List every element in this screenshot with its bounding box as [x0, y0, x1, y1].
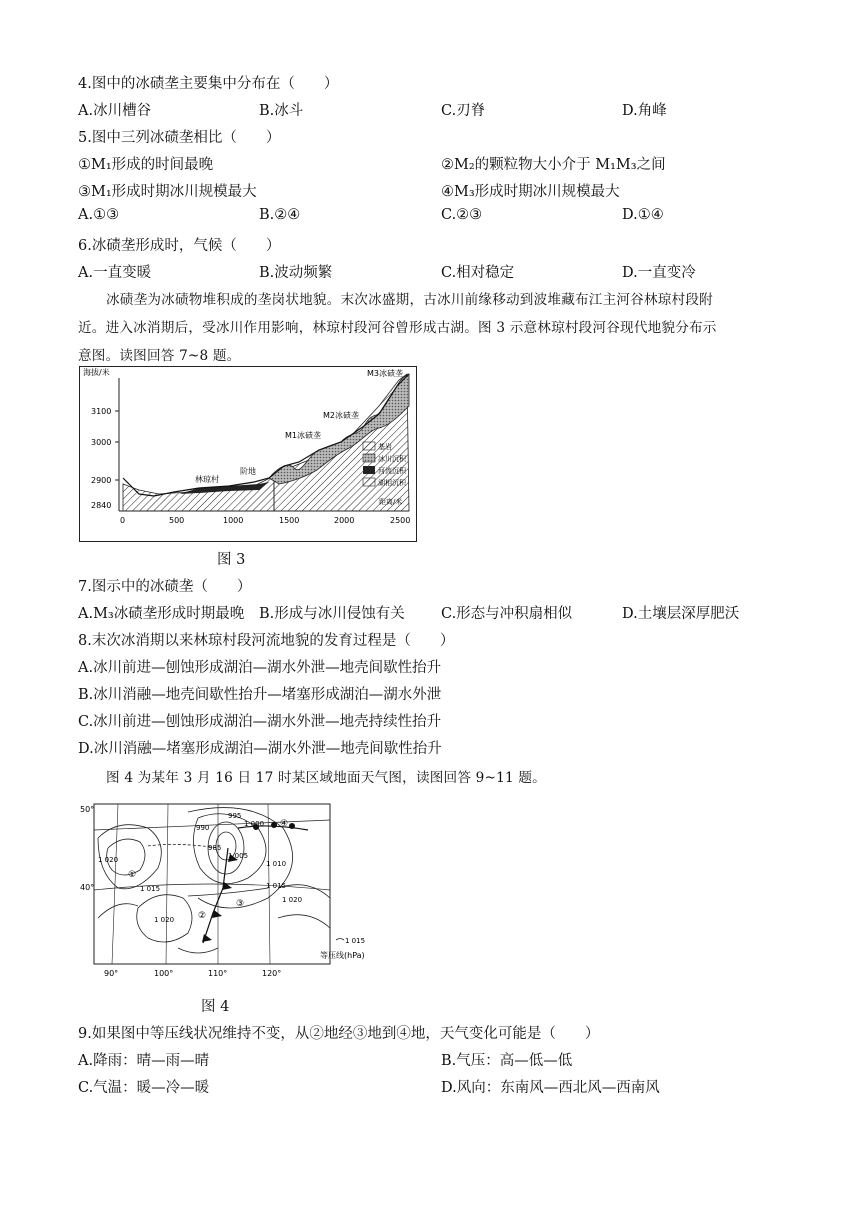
- q9-option-b: B.气压：高—低—低: [441, 1053, 573, 1069]
- fig4-lon-110: 110°: [208, 969, 228, 978]
- q5-option-b: B.②④: [259, 207, 301, 223]
- fig3-x-tick-0: 0: [120, 516, 126, 525]
- fig3-label-m1: M1冰碛垄: [285, 431, 321, 440]
- q6-option-c: C.相对稳定: [441, 265, 515, 281]
- fig3-legend-glacial: 冰川沉积: [378, 455, 406, 463]
- q7-option-b: B.形成与冰川侵蚀有关: [259, 606, 405, 622]
- fig4-isobar-985: 985: [208, 844, 222, 852]
- passage2: 图 4 为某年 3 月 16 日 17 时某区域地面天气图，读图回答 9~11 题。: [106, 770, 546, 786]
- fig4-point-3: ③: [236, 899, 245, 909]
- fig3-caption: 图 3: [217, 552, 246, 568]
- fig4-isobar-1020-c: 1 020: [154, 916, 175, 924]
- fig4-lat-50: 50°: [80, 805, 95, 814]
- q7-stem: 7.图示中的冰碛垄（ ）: [78, 579, 252, 595]
- q9-option-c: C.气温：暖—冷—暖: [78, 1080, 210, 1096]
- q4-option-d: D.角峰: [622, 103, 667, 119]
- passage1-line1: 冰碛垄为冰碛物堆积成的垄岗状地貌。末次冰盛期，古冰川前缘移动到波堆藏布江主河谷林琼村段附: [106, 292, 713, 308]
- fig3-x-tick-1000: 1000: [223, 516, 244, 525]
- fig4-caption: 图 4: [201, 999, 230, 1015]
- fig3-y-tick-2900: 2900: [91, 476, 112, 485]
- fig4-isobar-1005: 1 005: [228, 852, 249, 860]
- fig3-legend-river: 河流沉积: [378, 467, 406, 475]
- fig4-isobar-995: 995: [228, 812, 242, 820]
- q5-statement-2: ②M₂的颗粒物大小介于 M₁M₃之间: [441, 157, 666, 173]
- fig3-label-terrace: 阶地: [240, 467, 256, 476]
- fig3-legend-bedrock: 基岩: [378, 443, 392, 451]
- fig4-isobar-990: 990: [196, 824, 210, 832]
- q4-stem: 4.图中的冰碛垄主要集中分布在（ ）: [78, 76, 339, 92]
- fig3-x-tick-500: 500: [169, 516, 185, 525]
- fig3-x-tick-2500: 2500: [390, 516, 411, 525]
- fig4-isobar-1020-a: 1 020: [98, 856, 119, 864]
- fig4-isobar-1020-b: 1 020: [282, 896, 303, 904]
- q6-option-d: D.一直变冷: [622, 265, 696, 281]
- q8-option-d: D.冰川消融—堵塞形成湖泊—湖水外泄—地壳间歇性抬升: [78, 741, 442, 757]
- q5-statement-1: ①M₁形成的时间最晚: [78, 157, 214, 173]
- fig3-x-tick-2000: 2000: [334, 516, 355, 525]
- q9-stem: 9.如果图中等压线状况维持不变，从②地经③地到④地，天气变化可能是（ ）: [78, 1026, 600, 1042]
- fig4-lat-40: 40°: [80, 883, 95, 892]
- fig4-isobar-1000: 1 000: [244, 820, 265, 828]
- q5-option-c: C.②③: [441, 207, 483, 223]
- passage1-line2: 近。进入冰消期后，受冰川作用影响，林琼村段河谷曾形成古湖。图 3 示意林琼村段河谷现代地貌分布示: [78, 320, 717, 336]
- q7-option-a: A.M₃冰碛垄形成时期最晚: [78, 606, 245, 622]
- figure-4-weather-map: [78, 798, 380, 984]
- q9-option-d: D.风向：东南风—西北风—西南风: [441, 1080, 660, 1096]
- fig4-isobar-1015-a: 1 015: [140, 885, 161, 893]
- fig4-isobar-1015-b: 1 015: [266, 882, 287, 890]
- q5-statement-3: ③M₁形成时期冰川规模最大: [78, 184, 257, 200]
- fig4-point-4: ④: [280, 819, 289, 829]
- fig3-label-m3: M3冰碛垄: [367, 369, 403, 378]
- q6-option-a: A.一直变暖: [78, 265, 152, 281]
- q5-option-a: A.①③: [78, 207, 120, 223]
- q8-option-c: C.冰川前进—刨蚀形成湖泊—湖水外泄—地壳持续性抬升: [78, 714, 442, 730]
- fig3-y-tick-3000: 3000: [91, 438, 112, 447]
- fig4-point-2: ②: [198, 911, 207, 921]
- fig4-legend-text: 等压线(hPa): [320, 951, 365, 960]
- q6-option-b: B.波动频繁: [259, 265, 333, 281]
- q6-stem: 6.冰碛垄形成时，气候（ ）: [78, 238, 281, 254]
- q5-option-d: D.①④: [622, 207, 664, 223]
- q4-option-b: B.冰斗: [259, 103, 304, 119]
- fig4-lon-120: 120°: [262, 969, 282, 978]
- q4-option-c: C.刃脊: [441, 103, 486, 119]
- fig3-label-village: 林琼村: [195, 475, 219, 484]
- q4-option-a: A.冰川槽谷: [78, 103, 152, 119]
- fig4-isobar-1010: 1 010: [266, 860, 287, 868]
- q8-option-b: B.冰川消融—地壳间歇性抬升—堵塞形成湖泊—湖水外泄: [78, 687, 442, 703]
- q7-option-c: C.形态与冲积扇相似: [441, 606, 573, 622]
- fig3-x-tick-1500: 1500: [279, 516, 300, 525]
- q7-option-d: D.土壤层深厚肥沃: [622, 606, 740, 622]
- q5-stem: 5.图中三列冰碛垄相比（ ）: [78, 130, 281, 146]
- figure-3-profile: [79, 366, 417, 542]
- q8-option-a: A.冰川前进—刨蚀形成湖泊—湖水外泄—地壳间歇性抬升: [78, 660, 442, 676]
- fig3-label-m2: M2冰碛垄: [323, 411, 359, 420]
- fig4-lon-90: 90°: [104, 969, 119, 978]
- fig3-y-tick-3100: 3100: [91, 407, 112, 416]
- fig3-legend-lake: 湖相沉积: [378, 479, 406, 487]
- fig4-legend-value: 1 015: [345, 937, 366, 945]
- passage1-line3: 意图。读图回答 7~8 题。: [78, 348, 241, 364]
- fig3-y-axis-title: 海拔/米: [83, 368, 110, 377]
- q8-stem: 8.末次冰消期以来林琼村段河流地貌的发育过程是（ ）: [78, 633, 455, 649]
- q9-option-a: A.降雨：晴—雨—晴: [78, 1053, 210, 1069]
- q5-statement-4: ④M₃形成时期冰川规模最大: [441, 184, 620, 200]
- fig4-point-1: ①: [128, 870, 137, 880]
- fig4-lon-100: 100°: [154, 969, 174, 978]
- fig3-y-tick-2840: 2840: [91, 501, 112, 510]
